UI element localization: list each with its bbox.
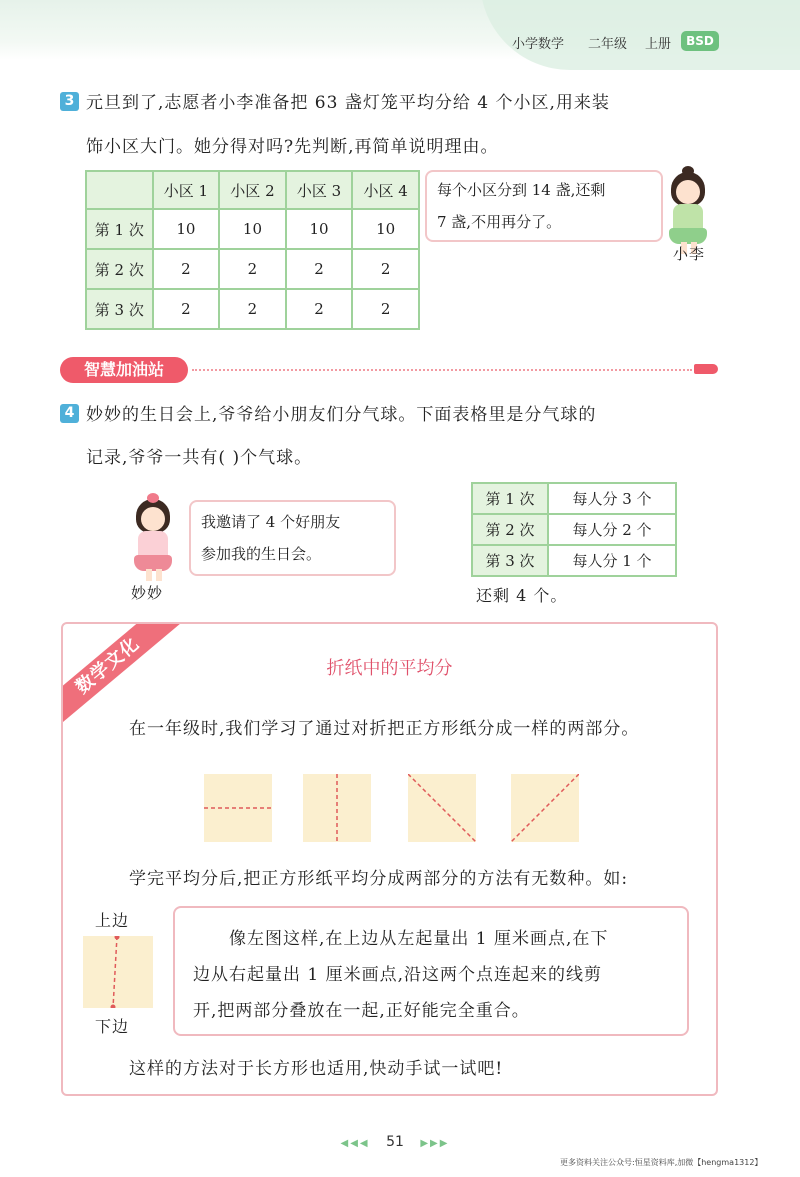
header-grade: 二年级 [588, 37, 628, 52]
q4-balloon-table [471, 482, 677, 577]
table-cell: 每人分 3 个 [548, 483, 676, 514]
table-row [86, 289, 419, 329]
table-row [86, 209, 419, 249]
question-3-number: 3 [60, 92, 79, 111]
bubble-line: 我邀请了 4 个好朋友 [201, 513, 341, 531]
left-arrows-icon: ◀◀◀ [340, 1138, 370, 1149]
folded-paper-diagonal-2 [511, 774, 579, 842]
bubble-line: 7 盏,不用再分了。 [437, 213, 562, 231]
miaomiao-illustration [130, 493, 180, 583]
table-cell: 10 [352, 209, 419, 249]
table-header-cell: 小区 4 [352, 171, 419, 209]
table-row-label: 第 1 次 [86, 209, 153, 249]
table-row-label: 第 2 次 [472, 514, 548, 545]
table-header-row [86, 171, 419, 209]
table-cell: 2 [153, 249, 220, 289]
folded-paper-diagonal-1 [408, 774, 476, 842]
folded-paper-horizontal [204, 774, 272, 842]
label-top-edge: 上边 [95, 911, 130, 930]
section-divider [192, 369, 692, 371]
table-header-cell: 小区 2 [219, 171, 286, 209]
header-volume: 上册 [645, 37, 672, 52]
table-row [86, 249, 419, 289]
culture-paragraph-2: 学完平均分后,把正方形纸平均分成两部分的方法有无数种。如: [129, 869, 629, 889]
label-bottom-edge: 下边 [95, 1017, 130, 1036]
table-row-label: 第 2 次 [86, 249, 153, 289]
miaomiao-speech-bubble [189, 500, 396, 576]
table-row [472, 483, 676, 514]
table-corner-cell [86, 171, 153, 209]
miaomiao-label: 妙妙 [131, 584, 164, 602]
culture-paragraph-3: 这样的方法对于长方形也适用,快动手试一试吧! [129, 1059, 504, 1079]
table-row-label: 第 3 次 [472, 545, 548, 576]
culture-title: 折纸中的平均分 [326, 658, 453, 679]
table-row-label: 第 3 次 [86, 289, 153, 329]
table-cell: 2 [286, 249, 353, 289]
page-footer [320, 1134, 470, 1150]
explanation-line-2: 边从右起量出 1 厘米画点,沿这两个点连起来的线剪 [193, 965, 603, 985]
table-cell: 2 [153, 289, 220, 329]
table-cell: 每人分 1 个 [548, 545, 676, 576]
question-4-number: 4 [60, 404, 79, 423]
table-cell: 2 [352, 289, 419, 329]
bubble-line: 参加我的生日会。 [201, 545, 322, 563]
q3-distribution-table [85, 170, 420, 330]
question-4-line2: 记录,爷爷一共有( )个气球。 [86, 448, 313, 468]
table-cell: 2 [219, 289, 286, 329]
xiaoli-speech-bubble [425, 170, 663, 242]
table-row-label: 第 1 次 [472, 483, 548, 514]
explanation-line-3: 开,把两部分叠放在一起,正好能完全重合。 [193, 1001, 530, 1021]
header-book: 小学数学 [512, 37, 565, 52]
table-cell: 2 [352, 249, 419, 289]
edition-badge: BSD [681, 31, 719, 51]
remain-text: 还剩 4 个。 [476, 586, 568, 605]
table-cell: 2 [286, 289, 353, 329]
page-number: 51 [386, 1134, 404, 1150]
table-row [472, 514, 676, 545]
folded-paper-vertical [303, 774, 371, 842]
math-culture-box [61, 622, 718, 1096]
table-cell: 10 [153, 209, 220, 249]
culture-paragraph-1: 在一年级时,我们学习了通过对折把正方形纸分成一样的两部分。 [129, 719, 640, 739]
question-4-line1: 妙妙的生日会上,爷爷给小朋友们分气球。下面表格里是分气球的 [86, 405, 597, 425]
explanation-line-1: 像左图这样,在上边从左起量出 1 厘米画点,在下 [229, 929, 609, 949]
xiaoli-label: 小李 [673, 245, 706, 263]
watermark-text: 更多资料关注公众号:恒星资料库,加微【hengma1312】 [560, 1158, 763, 1167]
right-arrows-icon: ▶▶▶ [420, 1138, 450, 1149]
culture-ribbon: 数学文化 [61, 622, 182, 731]
table-row [472, 545, 676, 576]
table-cell: 每人分 2 个 [548, 514, 676, 545]
culture-explanation-bubble [173, 906, 689, 1036]
table-cell: 10 [286, 209, 353, 249]
cut-paper-diagram [83, 936, 153, 1008]
table-cell: 10 [219, 209, 286, 249]
table-cell: 2 [219, 249, 286, 289]
bubble-line: 每个小区分到 14 盏,还剩 [437, 181, 606, 199]
question-3-line1: 元旦到了,志愿者小李准备把 63 盏灯笼平均分给 4 个小区,用来装 [86, 93, 610, 113]
section-tag: 智慧加油站 [60, 357, 188, 383]
table-header-cell: 小区 1 [153, 171, 220, 209]
table-header-cell: 小区 3 [286, 171, 353, 209]
xiaoli-illustration [665, 166, 713, 254]
pencil-icon [694, 364, 718, 374]
question-3-line2: 饰小区大门。她分得对吗?先判断,再简单说明理由。 [86, 137, 499, 157]
